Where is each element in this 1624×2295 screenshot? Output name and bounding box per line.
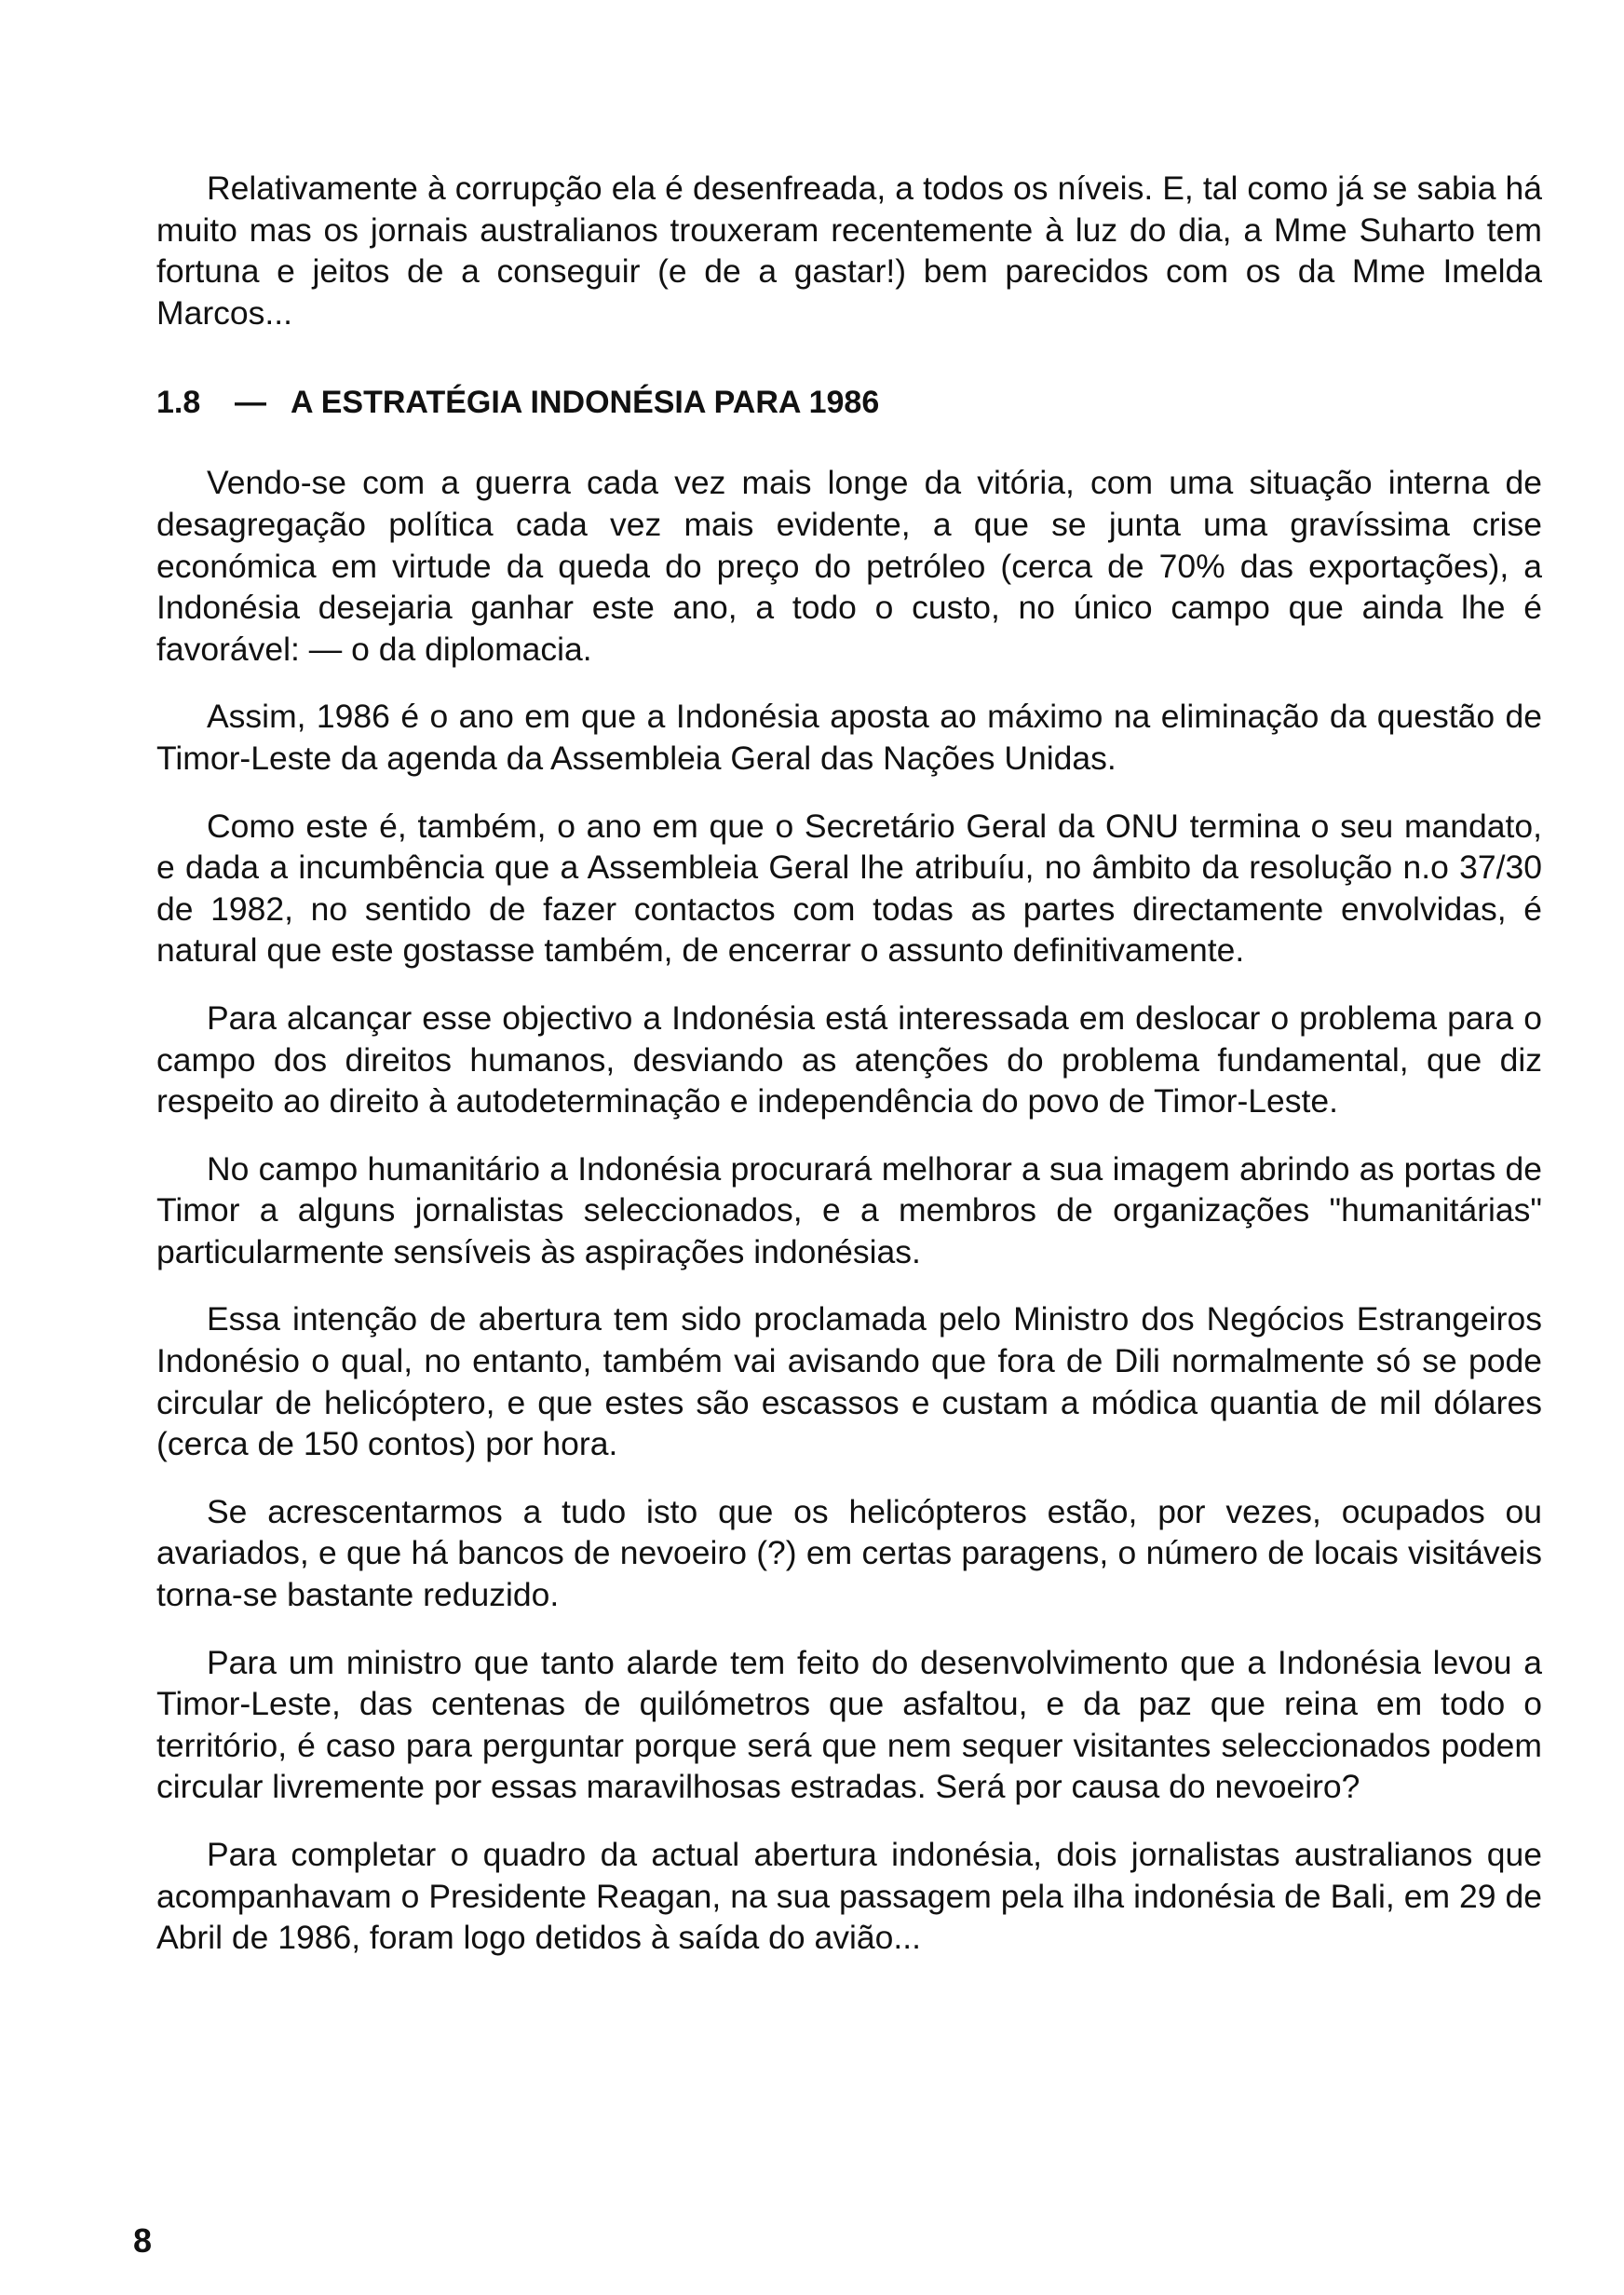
page-number: 8: [133, 2221, 153, 2260]
paragraph: Como este é, também, o ano em que o Secretário Geral da ONU termina o seu mandato, e dada a incumbência que a Assembleia Geral lhe atribuíu, no âmbito da resolução n.o 37/30 de 1982, no sentido de fazer contactos com todas as partes directamente envolvidas, é natural que este gostasse também, de encerrar o assunto definitivamente.: [156, 807, 1542, 970]
section-title: A ESTRATÉGIA INDONÉSIA PARA 1986: [291, 385, 880, 421]
paragraph: Vendo-se com a guerra cada vez mais longe da vitória, com uma situação interna de desagregação política cada vez mais evidente, a que se junta uma gravíssima crise económica em virtude da queda do preço do petróleo (cerca de 70% das exportações), a Indonésia desejaria ganhar este ano, a todo o custo, no único campo que ainda lhe é favorável: — o da diplomacia.: [156, 464, 1542, 668]
paragraph: Se acrescentarmos a tudo isto que os helicópteros estão, por vezes, ocupados ou avariados, e que há bancos de nevoeiro (?) em certas paragens, o número de locais visitáveis torna-se bastante reduzido.: [156, 1492, 1542, 1614]
paragraph: Para alcançar esse objectivo a Indonésia está interessada em deslocar o problema para o campo dos direitos humanos, desviando as atenções do problema fundamental, que diz respeito ao direito à autodeterminação e independência do povo de Timor-Leste.: [156, 998, 1542, 1120]
paragraph: Para um ministro que tanto alarde tem feito do desenvolvimento que a Indonésia levou a Timor-Leste, das centenas de quilómetros que asfaltou, e da paz que reina em todo o território, é caso para perguntar porque será que nem sequer visitantes seleccionados podem circular livremente por essas maravilhosas estradas. Será por causa do nevoeiro?: [156, 1643, 1542, 1806]
paragraph: Essa intenção de abertura tem sido proclamada pelo Ministro dos Negócios Estrangeiros Indonésio o qual, no entanto, também vai avisando que fora de Dili normalmente só se pode circular de helicóptero, e que estes são escassos e custam a módica quantia de mil dólares (cerca de 150 contos) por hora.: [156, 1300, 1542, 1463]
paragraph: Assim, 1986 é o ano em que a Indonésia aposta ao máximo na eliminação da questão de Timor-Leste da agenda da Assembleia Geral das Nações Unidas.: [156, 698, 1542, 777]
paragraph-corruption: Relativamente à corrupção ela é desenfreada, a todos os níveis. E, tal como já se sabia há muito mas os jornais australianos trouxeram recentemente à luz do dia, a Mme Suharto tem fortuna e jeitos de a conseguir (e de a gastar!) bem parecidos com os da Mme Imelda Marcos...: [156, 170, 1542, 332]
document-page: [156, 168, 1542, 1985]
section-dash: —: [235, 385, 266, 421]
paragraph: No campo humanitário a Indonésia procurará melhorar a sua imagem abrindo as portas de Timor a alguns jornalistas seleccionados, e a membros de organizações "humanitárias" particularmente sensíveis às aspirações indonésias.: [156, 1149, 1542, 1270]
paragraph: Para completar o quadro da actual abertura indonésia, dois jornalistas australianos que acompanhavam o Presidente Reagan, na sua passagem pela ilha indonésia de Bali, em 29 de Abril de 1986, foram logo detidos à saída do avião...: [156, 1836, 1542, 1957]
section-heading: [156, 384, 1542, 421]
section-number: 1.8: [156, 385, 201, 421]
